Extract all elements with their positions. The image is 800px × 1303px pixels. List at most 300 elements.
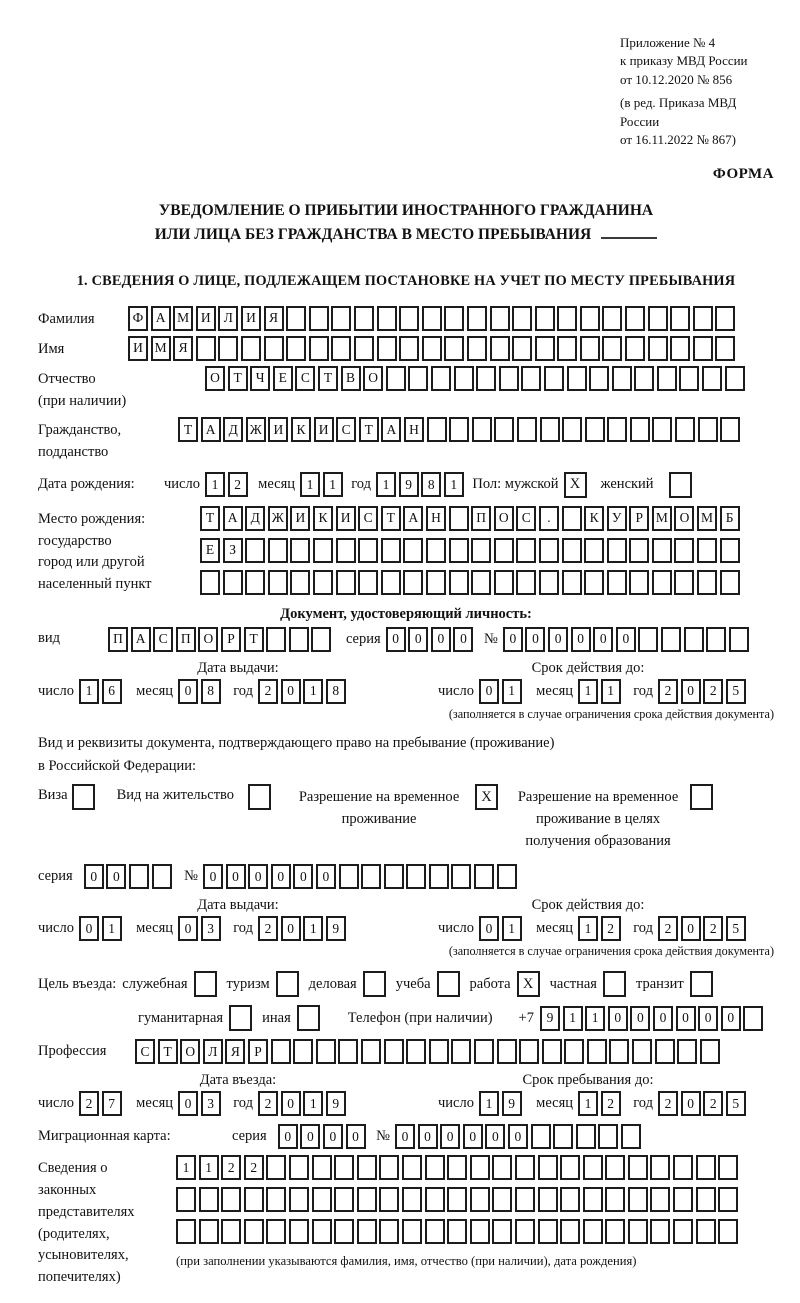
char-cell[interactable]	[268, 570, 288, 595]
char-cell[interactable]	[289, 1187, 309, 1212]
char-cell[interactable]	[675, 417, 695, 442]
char-cell[interactable]: 1	[376, 472, 396, 497]
char-cell[interactable]	[674, 538, 694, 563]
char-cell[interactable]: 0	[503, 627, 523, 652]
char-cell[interactable]: 1	[205, 472, 225, 497]
char-cell[interactable]: 0	[485, 1124, 505, 1149]
char-cell[interactable]	[467, 336, 487, 361]
char-cell[interactable]: 0	[440, 1124, 460, 1149]
char-cell[interactable]	[562, 506, 582, 531]
char-cell[interactable]	[470, 1219, 490, 1244]
char-cell[interactable]: 0	[346, 1124, 366, 1149]
char-cell[interactable]: 9	[326, 1091, 346, 1116]
char-cell[interactable]	[377, 306, 397, 331]
char-cell[interactable]	[290, 570, 310, 595]
char-cell[interactable]: Я	[225, 1039, 245, 1064]
char-cell[interactable]	[402, 1219, 422, 1244]
char-cell[interactable]: В	[341, 366, 361, 391]
char-cell[interactable]	[425, 1155, 445, 1180]
char-cell[interactable]	[589, 366, 609, 391]
char-cell[interactable]: 1	[303, 916, 323, 941]
char-cell[interactable]	[358, 570, 378, 595]
char-cell[interactable]	[199, 1219, 219, 1244]
char-cell[interactable]: 0	[431, 627, 451, 652]
char-cell[interactable]: 1	[300, 472, 320, 497]
char-cell[interactable]: С	[135, 1039, 155, 1064]
purpose-transit-checkbox[interactable]	[690, 971, 713, 997]
char-cell[interactable]	[516, 538, 536, 563]
char-cell[interactable]: .	[539, 506, 559, 531]
char-cell[interactable]	[309, 336, 329, 361]
char-cell[interactable]	[244, 1187, 264, 1212]
char-cell[interactable]: 0	[681, 1091, 701, 1116]
char-cell[interactable]: Р	[221, 627, 241, 652]
char-cell[interactable]	[426, 570, 446, 595]
char-cell[interactable]	[720, 417, 740, 442]
char-cell[interactable]	[725, 366, 745, 391]
char-cell[interactable]	[648, 306, 668, 331]
char-cell[interactable]	[693, 336, 713, 361]
char-cell[interactable]	[316, 1039, 336, 1064]
char-cell[interactable]	[584, 538, 604, 563]
char-cell[interactable]	[562, 570, 582, 595]
char-cell[interactable]: 0	[698, 1006, 718, 1031]
char-cell[interactable]: 1	[578, 679, 598, 704]
char-cell[interactable]	[607, 538, 627, 563]
char-cell[interactable]	[497, 864, 517, 889]
char-cell[interactable]	[655, 1039, 675, 1064]
char-cell[interactable]: 1	[303, 1091, 323, 1116]
char-cell[interactable]: 9	[326, 916, 346, 941]
char-cell[interactable]: И	[290, 506, 310, 531]
char-cell[interactable]	[650, 1219, 670, 1244]
char-cell[interactable]	[697, 570, 717, 595]
char-cell[interactable]: Р	[629, 506, 649, 531]
char-cell[interactable]	[519, 1039, 539, 1064]
char-cell[interactable]: 0	[226, 864, 246, 889]
char-cell[interactable]: 0	[408, 627, 428, 652]
char-cell[interactable]	[266, 1187, 286, 1212]
char-cell[interactable]	[560, 1187, 580, 1212]
char-cell[interactable]	[429, 864, 449, 889]
char-cell[interactable]: 0	[178, 679, 198, 704]
char-cell[interactable]	[517, 417, 537, 442]
char-cell[interactable]: С	[295, 366, 315, 391]
char-cell[interactable]	[539, 570, 559, 595]
char-cell[interactable]	[286, 336, 306, 361]
char-cell[interactable]	[399, 336, 419, 361]
char-cell[interactable]: 0	[681, 916, 701, 941]
char-cell[interactable]: 8	[421, 472, 441, 497]
char-cell[interactable]: Д	[245, 506, 265, 531]
char-cell[interactable]	[334, 1219, 354, 1244]
char-cell[interactable]	[630, 417, 650, 442]
char-cell[interactable]	[567, 366, 587, 391]
char-cell[interactable]	[657, 366, 677, 391]
char-cell[interactable]	[451, 864, 471, 889]
char-cell[interactable]	[379, 1187, 399, 1212]
char-cell[interactable]	[444, 336, 464, 361]
char-cell[interactable]	[289, 1155, 309, 1180]
char-cell[interactable]	[271, 1039, 291, 1064]
char-cell[interactable]	[334, 1187, 354, 1212]
char-cell[interactable]: 0	[681, 679, 701, 704]
char-cell[interactable]	[677, 1039, 697, 1064]
char-cell[interactable]	[425, 1187, 445, 1212]
char-cell[interactable]	[474, 1039, 494, 1064]
char-cell[interactable]: 1	[444, 472, 464, 497]
char-cell[interactable]	[471, 570, 491, 595]
char-cell[interactable]: 2	[258, 1091, 278, 1116]
char-cell[interactable]: Т	[318, 366, 338, 391]
char-cell[interactable]: 1	[585, 1006, 605, 1031]
char-cell[interactable]	[674, 570, 694, 595]
char-cell[interactable]	[605, 1219, 625, 1244]
char-cell[interactable]: 5	[726, 916, 746, 941]
char-cell[interactable]	[625, 336, 645, 361]
char-cell[interactable]	[652, 417, 672, 442]
char-cell[interactable]: И	[241, 306, 261, 331]
char-cell[interactable]	[515, 1187, 535, 1212]
char-cell[interactable]: С	[153, 627, 173, 652]
char-cell[interactable]	[241, 336, 261, 361]
char-cell[interactable]	[700, 1039, 720, 1064]
char-cell[interactable]	[472, 417, 492, 442]
char-cell[interactable]	[515, 1219, 535, 1244]
char-cell[interactable]: Л	[203, 1039, 223, 1064]
char-cell[interactable]: П	[176, 627, 196, 652]
char-cell[interactable]: 1	[578, 1091, 598, 1116]
char-cell[interactable]	[621, 1124, 641, 1149]
char-cell[interactable]	[583, 1219, 603, 1244]
char-cell[interactable]	[379, 1155, 399, 1180]
char-cell[interactable]: А	[403, 506, 423, 531]
char-cell[interactable]: 1	[479, 1091, 499, 1116]
char-cell[interactable]	[531, 1124, 551, 1149]
char-cell[interactable]: К	[584, 506, 604, 531]
char-cell[interactable]: 0	[323, 1124, 343, 1149]
char-cell[interactable]	[312, 1187, 332, 1212]
char-cell[interactable]	[447, 1155, 467, 1180]
char-cell[interactable]	[602, 306, 622, 331]
char-cell[interactable]	[670, 306, 690, 331]
char-cell[interactable]: К	[313, 506, 333, 531]
purpose-commercial-checkbox[interactable]	[363, 971, 386, 997]
char-cell[interactable]	[706, 627, 726, 652]
char-cell[interactable]	[679, 366, 699, 391]
char-cell[interactable]	[587, 1039, 607, 1064]
char-cell[interactable]	[516, 570, 536, 595]
char-cell[interactable]	[562, 538, 582, 563]
char-cell[interactable]: 0	[630, 1006, 650, 1031]
char-cell[interactable]	[152, 864, 172, 889]
temporary-residence-checkbox[interactable]: X	[475, 784, 498, 810]
char-cell[interactable]: 1	[199, 1155, 219, 1180]
char-cell[interactable]	[585, 417, 605, 442]
char-cell[interactable]	[576, 1124, 596, 1149]
char-cell[interactable]: 0	[721, 1006, 741, 1031]
char-cell[interactable]	[492, 1187, 512, 1212]
char-cell[interactable]: 0	[84, 864, 104, 889]
char-cell[interactable]	[427, 417, 447, 442]
char-cell[interactable]: 2	[658, 916, 678, 941]
education-residence-checkbox[interactable]	[690, 784, 713, 810]
char-cell[interactable]	[357, 1219, 377, 1244]
char-cell[interactable]: 0	[106, 864, 126, 889]
char-cell[interactable]: 0	[616, 627, 636, 652]
char-cell[interactable]	[221, 1219, 241, 1244]
char-cell[interactable]: 1	[601, 679, 621, 704]
char-cell[interactable]: 0	[479, 679, 499, 704]
visa-checkbox[interactable]	[72, 784, 95, 810]
char-cell[interactable]: 0	[178, 916, 198, 941]
char-cell[interactable]: Т	[359, 417, 379, 442]
char-cell[interactable]: Р	[248, 1039, 268, 1064]
char-cell[interactable]	[223, 570, 243, 595]
char-cell[interactable]: О	[198, 627, 218, 652]
char-cell[interactable]	[602, 336, 622, 361]
char-cell[interactable]	[538, 1155, 558, 1180]
char-cell[interactable]: 0	[453, 627, 473, 652]
char-cell[interactable]: Т	[158, 1039, 178, 1064]
char-cell[interactable]	[562, 417, 582, 442]
char-cell[interactable]: И	[128, 336, 148, 361]
char-cell[interactable]: Ж	[246, 417, 266, 442]
char-cell[interactable]: 0	[386, 627, 406, 652]
char-cell[interactable]	[492, 1219, 512, 1244]
char-cell[interactable]: 2	[703, 916, 723, 941]
char-cell[interactable]	[605, 1155, 625, 1180]
char-cell[interactable]	[634, 366, 654, 391]
char-cell[interactable]	[425, 1219, 445, 1244]
char-cell[interactable]	[336, 570, 356, 595]
char-cell[interactable]	[176, 1187, 196, 1212]
char-cell[interactable]	[544, 366, 564, 391]
residence-permit-checkbox[interactable]	[248, 784, 271, 810]
char-cell[interactable]: 2	[258, 679, 278, 704]
char-cell[interactable]	[290, 538, 310, 563]
char-cell[interactable]: 7	[102, 1091, 122, 1116]
char-cell[interactable]	[338, 1039, 358, 1064]
char-cell[interactable]: О	[205, 366, 225, 391]
char-cell[interactable]	[467, 306, 487, 331]
char-cell[interactable]	[494, 417, 514, 442]
char-cell[interactable]: 2	[228, 472, 248, 497]
char-cell[interactable]	[512, 306, 532, 331]
char-cell[interactable]: М	[173, 306, 193, 331]
char-cell[interactable]: 1	[502, 679, 522, 704]
char-cell[interactable]	[406, 864, 426, 889]
char-cell[interactable]	[354, 336, 374, 361]
char-cell[interactable]	[474, 864, 494, 889]
char-cell[interactable]	[497, 1039, 517, 1064]
char-cell[interactable]: 6	[102, 679, 122, 704]
char-cell[interactable]: 0	[571, 627, 591, 652]
char-cell[interactable]	[402, 1187, 422, 1212]
char-cell[interactable]	[697, 538, 717, 563]
char-cell[interactable]	[693, 306, 713, 331]
char-cell[interactable]	[720, 570, 740, 595]
char-cell[interactable]	[650, 1187, 670, 1212]
char-cell[interactable]	[266, 1155, 286, 1180]
char-cell[interactable]: С	[358, 506, 378, 531]
purpose-study-checkbox[interactable]	[437, 971, 460, 997]
char-cell[interactable]	[743, 1006, 763, 1031]
char-cell[interactable]: 0	[300, 1124, 320, 1149]
char-cell[interactable]: 0	[608, 1006, 628, 1031]
char-cell[interactable]	[684, 627, 704, 652]
char-cell[interactable]	[538, 1187, 558, 1212]
char-cell[interactable]	[538, 1219, 558, 1244]
char-cell[interactable]: 2	[79, 1091, 99, 1116]
char-cell[interactable]: Н	[404, 417, 424, 442]
char-cell[interactable]	[673, 1219, 693, 1244]
char-cell[interactable]	[199, 1187, 219, 1212]
char-cell[interactable]	[429, 1039, 449, 1064]
char-cell[interactable]: 2	[658, 1091, 678, 1116]
char-cell[interactable]: И	[314, 417, 334, 442]
char-cell[interactable]: 0	[271, 864, 291, 889]
char-cell[interactable]	[245, 570, 265, 595]
char-cell[interactable]	[399, 306, 419, 331]
char-cell[interactable]	[609, 1039, 629, 1064]
char-cell[interactable]: 0	[203, 864, 223, 889]
char-cell[interactable]	[293, 1039, 313, 1064]
char-cell[interactable]	[607, 417, 627, 442]
char-cell[interactable]	[381, 538, 401, 563]
char-cell[interactable]	[560, 1219, 580, 1244]
char-cell[interactable]	[628, 1219, 648, 1244]
char-cell[interactable]: О	[180, 1039, 200, 1064]
purpose-work-checkbox[interactable]: X	[517, 971, 540, 997]
char-cell[interactable]	[312, 1155, 332, 1180]
char-cell[interactable]	[580, 336, 600, 361]
char-cell[interactable]: П	[471, 506, 491, 531]
purpose-private-checkbox[interactable]	[603, 971, 626, 997]
char-cell[interactable]	[492, 1155, 512, 1180]
char-cell[interactable]	[718, 1219, 738, 1244]
char-cell[interactable]	[196, 336, 216, 361]
char-cell[interactable]: 9	[502, 1091, 522, 1116]
char-cell[interactable]	[702, 366, 722, 391]
char-cell[interactable]	[718, 1155, 738, 1180]
char-cell[interactable]	[661, 627, 681, 652]
char-cell[interactable]	[673, 1155, 693, 1180]
char-cell[interactable]	[386, 366, 406, 391]
char-cell[interactable]: Е	[273, 366, 293, 391]
char-cell[interactable]	[354, 306, 374, 331]
char-cell[interactable]	[336, 538, 356, 563]
char-cell[interactable]: А	[223, 506, 243, 531]
char-cell[interactable]	[221, 1187, 241, 1212]
char-cell[interactable]	[696, 1155, 716, 1180]
char-cell[interactable]: С	[516, 506, 536, 531]
char-cell[interactable]: 1	[176, 1155, 196, 1180]
char-cell[interactable]: 1	[102, 916, 122, 941]
char-cell[interactable]: Ф	[128, 306, 148, 331]
purpose-tourism-checkbox[interactable]	[276, 971, 299, 997]
char-cell[interactable]: О	[674, 506, 694, 531]
char-cell[interactable]: 1	[79, 679, 99, 704]
char-cell[interactable]	[289, 627, 309, 652]
char-cell[interactable]	[264, 336, 284, 361]
char-cell[interactable]	[286, 306, 306, 331]
char-cell[interactable]: А	[151, 306, 171, 331]
purpose-other-checkbox[interactable]	[297, 1005, 320, 1031]
char-cell[interactable]: 2	[258, 916, 278, 941]
char-cell[interactable]: 8	[326, 679, 346, 704]
char-cell[interactable]	[403, 570, 423, 595]
char-cell[interactable]	[698, 417, 718, 442]
char-cell[interactable]	[313, 538, 333, 563]
char-cell[interactable]: 0	[548, 627, 568, 652]
char-cell[interactable]	[331, 306, 351, 331]
char-cell[interactable]: 2	[601, 1091, 621, 1116]
char-cell[interactable]: И	[196, 306, 216, 331]
char-cell[interactable]	[535, 336, 555, 361]
sex-female-checkbox[interactable]	[669, 472, 692, 498]
char-cell[interactable]	[535, 306, 555, 331]
char-cell[interactable]	[494, 538, 514, 563]
char-cell[interactable]	[470, 1155, 490, 1180]
char-cell[interactable]	[406, 1039, 426, 1064]
char-cell[interactable]: З	[223, 538, 243, 563]
char-cell[interactable]	[361, 864, 381, 889]
char-cell[interactable]	[598, 1124, 618, 1149]
char-cell[interactable]: 0	[418, 1124, 438, 1149]
char-cell[interactable]	[584, 570, 604, 595]
char-cell[interactable]	[312, 1219, 332, 1244]
char-cell[interactable]: 5	[726, 1091, 746, 1116]
char-cell[interactable]	[266, 627, 286, 652]
char-cell[interactable]	[422, 336, 442, 361]
char-cell[interactable]	[580, 306, 600, 331]
char-cell[interactable]	[638, 627, 658, 652]
char-cell[interactable]: М	[697, 506, 717, 531]
char-cell[interactable]	[490, 336, 510, 361]
char-cell[interactable]	[245, 538, 265, 563]
char-cell[interactable]: 0	[593, 627, 613, 652]
char-cell[interactable]: Т	[228, 366, 248, 391]
char-cell[interactable]: И	[336, 506, 356, 531]
char-cell[interactable]	[176, 1219, 196, 1244]
char-cell[interactable]: Т	[244, 627, 264, 652]
char-cell[interactable]: А	[201, 417, 221, 442]
char-cell[interactable]	[422, 306, 442, 331]
char-cell[interactable]	[650, 1155, 670, 1180]
char-cell[interactable]	[309, 306, 329, 331]
char-cell[interactable]: 0	[463, 1124, 483, 1149]
char-cell[interactable]	[218, 336, 238, 361]
char-cell[interactable]: А	[381, 417, 401, 442]
char-cell[interactable]	[449, 506, 469, 531]
char-cell[interactable]	[515, 1155, 535, 1180]
char-cell[interactable]	[494, 570, 514, 595]
char-cell[interactable]: М	[151, 336, 171, 361]
char-cell[interactable]	[583, 1187, 603, 1212]
char-cell[interactable]	[402, 1155, 422, 1180]
char-cell[interactable]: 3	[201, 916, 221, 941]
char-cell[interactable]: Л	[218, 306, 238, 331]
char-cell[interactable]	[381, 570, 401, 595]
char-cell[interactable]	[583, 1155, 603, 1180]
char-cell[interactable]: О	[494, 506, 514, 531]
char-cell[interactable]: 9	[540, 1006, 560, 1031]
char-cell[interactable]	[476, 366, 496, 391]
char-cell[interactable]: 1	[502, 916, 522, 941]
char-cell[interactable]	[628, 1155, 648, 1180]
char-cell[interactable]: 0	[278, 1124, 298, 1149]
